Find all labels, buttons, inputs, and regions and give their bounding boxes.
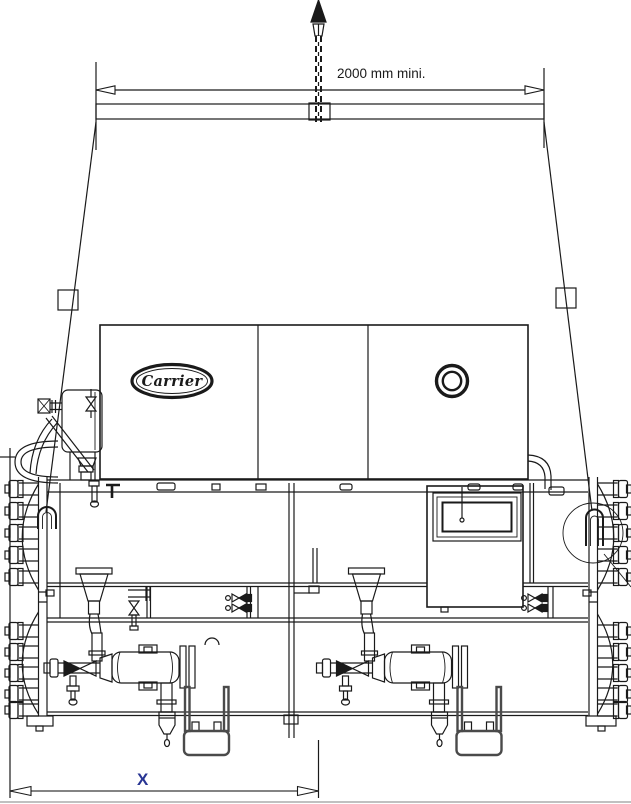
waterbox-left [5, 477, 56, 731]
unit-frame [47, 455, 588, 738]
control-panel [427, 486, 523, 612]
valve-pair [522, 594, 548, 602]
waterbox-right [563, 477, 631, 731]
valve-pair [226, 604, 252, 612]
sling-right [544, 122, 592, 511]
top-dimension-label: 2000 mm mini. [337, 66, 426, 81]
unit-cabinet [100, 325, 528, 479]
carrier-logo-text: Carrier [141, 373, 203, 390]
sling-shackle-block-left [58, 290, 78, 310]
center-support-column [284, 483, 319, 738]
carrier-logo [132, 365, 212, 398]
bottom-dimension-label: X [137, 770, 149, 789]
sling-left [46, 122, 96, 512]
sight-glass [437, 366, 468, 397]
pump-assembly-left [44, 568, 229, 755]
valve-pair [226, 594, 252, 602]
chain-arrow-up-icon [311, 0, 326, 22]
control-panel-window [433, 493, 521, 541]
lifting-gear [46, 0, 592, 512]
bottom-dimension [10, 448, 319, 798]
pump-assembly-right [317, 568, 502, 755]
valve-pair [522, 604, 548, 612]
